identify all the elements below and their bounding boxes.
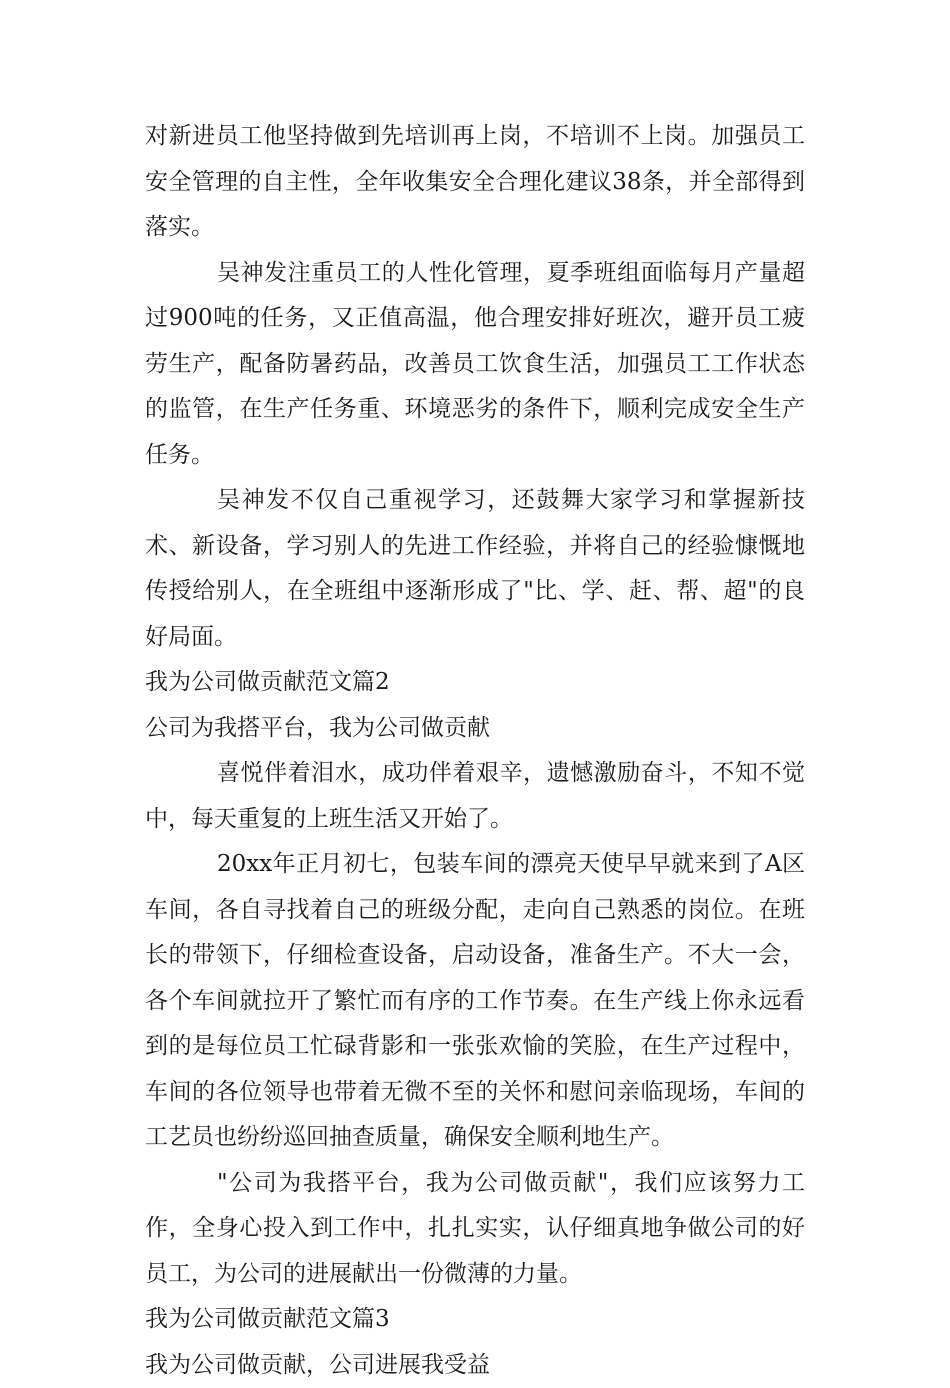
section-subtitle-2: 公司为我搭平台，我为公司做贡献 [145,706,805,752]
section-subtitle-3: 我为公司做贡献，公司进展我受益 [145,1343,805,1388]
section-heading-2: 我为公司做贡献范文篇2 [145,660,805,706]
paragraph-4: 喜悦伴着泪水，成功伴着艰辛，遗憾激励奋斗，不知不觉中，每天重复的上班生活又开始了。 [145,751,805,842]
paragraph-5: 20xx年正月初七，包装车间的漂亮天使早早就来到了A区车间，各自寻找着自己的班级分配，走向自己熟悉的岗位。在班长的带领下，仔细检查设备，启动设备，准备生产。不大一会，各个车间就拉开了繁忙而有序的工作节奏。在生产线上你永远看到的是每位员工忙碌背影和一张张欢愉的笑脸，在生产过程中，车间的各位领导也带着无微不至的关怀和慰问亲临现场，车间的工艺员也纷纷巡回抽查质量，确保安全顺利地生产。 [145,842,805,1161]
paragraph-1: 对新进员工他坚持做到先培训再上岗，不培训不上岗。加强员工安全管理的自主性，全年收集安全合理化建议38条，并全部得到落实。 [145,114,805,251]
document-body [145,114,805,1388]
paragraph-6: "公司为我搭平台，我为公司做贡献"，我们应该努力工作，全身心投入到工作中，扎扎实实，认仔细真地争做公司的好员工，为公司的进展献出一份微薄的力量。 [145,1161,805,1298]
section-heading-3: 我为公司做贡献范文篇3 [145,1297,805,1343]
paragraph-3: 吴神发不仅自己重视学习，还鼓舞大家学习和掌握新技术、新设备，学习别人的先进工作经验，并将自己的经验慷慨地传授给别人，在全班组中逐渐形成了"比、学、赶、帮、超"的良好局面。 [145,478,805,660]
paragraph-2: 吴神发注重员工的人性化管理，夏季班组面临每月产量超过900吨的任务，又正值高温，他合理安排好班次，避开员工疲劳生产，配备防暑药品，改善员工饮食生活，加强员工工作状态的监管，在生产任务重、环境恶劣的条件下，顺利完成安全生产任务。 [145,251,805,479]
